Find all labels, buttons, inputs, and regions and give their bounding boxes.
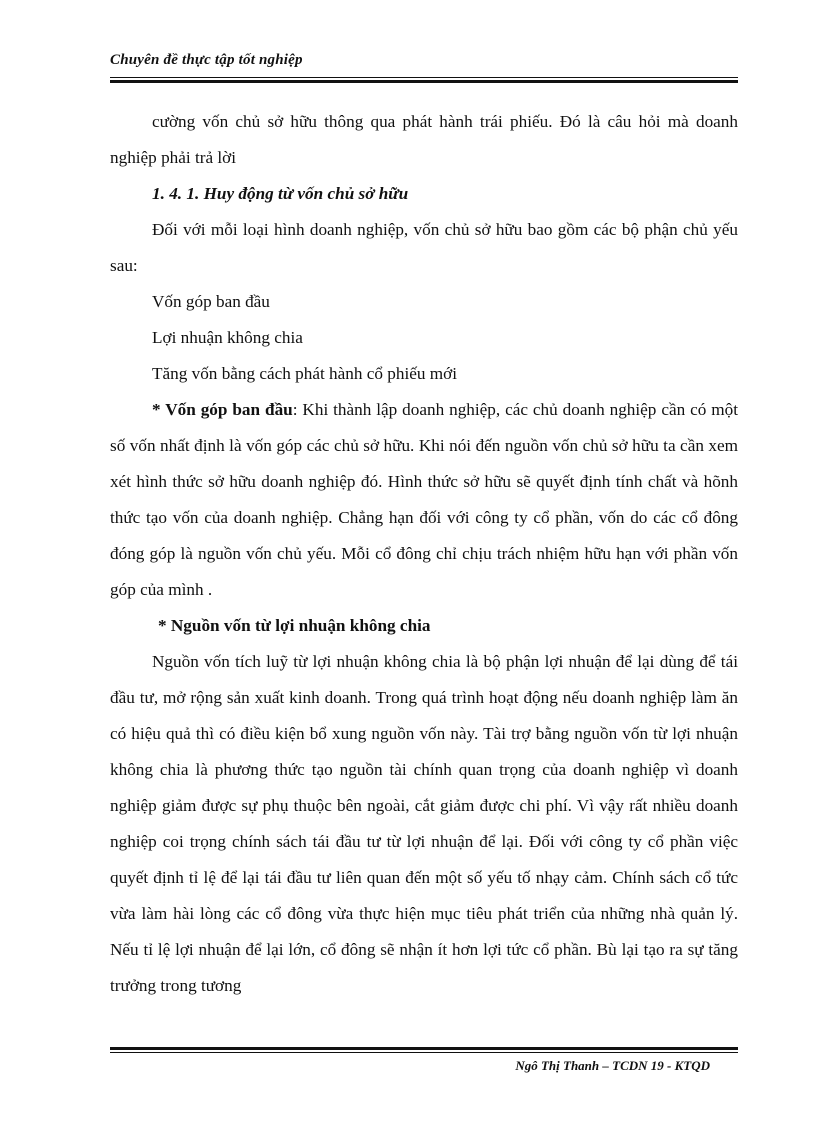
paragraph-retained-earnings: Nguồn vốn tích luỹ từ lợi nhuận không chia là bộ phận lợi nhuận để lại dùng để tái đầu tư, mở rộng sản xuất kinh doanh. Trong quá trình hoạt động nếu doanh nghiệp làm ăn có hiệu quả thì có điều kiện bổ xung nguồn vốn này. Tài trợ bằng nguồn vốn từ lợi nhuận không chia là phương thức tạo nguồn tài chính quan trọng của doanh nghiệp vì doanh nghiệp giảm được sự phụ thuộc bên ngoài, cắt giảm được chi phí. Vì vậy rất nhiều doanh nghiệp coi trọng chính sách tái đầu tư từ lợi nhuận để lại. Đối với công ty cổ phần việc quyết định tỉ lệ để lại tái đầu tư liên quan đến một số yếu tố nhạy cảm. Chính sách cổ tức vừa làm hài lòng các cổ đông vừa thực hiện mục tiêu phát triển của những nhà quản lý. Nếu tỉ lệ lợi nhuận để lại lớn, cổ đông sẽ nhận ít hơn lợi tức cổ phần. Bù lại tạo ra sự tăng trưởng trong tương: [110, 652, 738, 995]
list-item: Lợi nhuận không chia: [152, 328, 303, 347]
subsection-heading: * Nguồn vốn từ lợi nhuận không chia: [158, 616, 431, 635]
paragraph-continuation: cường vốn chủ sở hữu thông qua phát hành trái phiếu. Đó là câu hỏi mà doanh nghiệp phải trả lời: [110, 112, 738, 167]
header-rule-thin: [110, 77, 738, 78]
list-item: Tăng vốn bằng cách phát hành cổ phiếu mới: [152, 364, 458, 383]
footer-rule-thin: [110, 1052, 738, 1053]
footer-author: Ngô Thị Thanh – TCDN 19 - KTQD: [515, 1058, 710, 1073]
paragraph-initial-capital: [110, 392, 738, 608]
list-item: Vốn góp ban đầu: [152, 292, 270, 311]
paragraph-text: : Khi thành lập doanh nghiệp, các chủ doanh nghiệp cần có một số vốn nhất định là vốn góp các chủ sở hữu. Khi nói đến nguồn vốn chủ sở hữu ta cần xem xét hình thức sở hữu doanh nghiệp đó. Hình thức sở hữu sẽ quyết định tính chất và hõnh thức tạo vốn của doanh nghiệp. Chẳng hạn đối với công ty cổ phần, vốn do các cổ đông đóng góp là nguồn vốn chủ yếu. Mỗi cổ đông chỉ chịu trách nhiệm hữu hạn với phần vốn góp của mình .: [110, 400, 738, 599]
header-rule-thick: [110, 80, 738, 83]
section-heading: 1. 4. 1. Huy động từ vốn chủ sở hữu: [152, 184, 409, 203]
paragraph-intro: Đối với mỗi loại hình doanh nghiệp, vốn chủ sở hữu bao gồm các bộ phận chủ yếu sau:: [110, 220, 738, 275]
header-title: Chuyên đề thực tập tốt nghiệp: [110, 52, 303, 68]
inline-bold-heading: * Vốn góp ban đầu: [152, 400, 293, 419]
document-body: [110, 104, 738, 1004]
footer-rule-thick: [110, 1047, 738, 1050]
